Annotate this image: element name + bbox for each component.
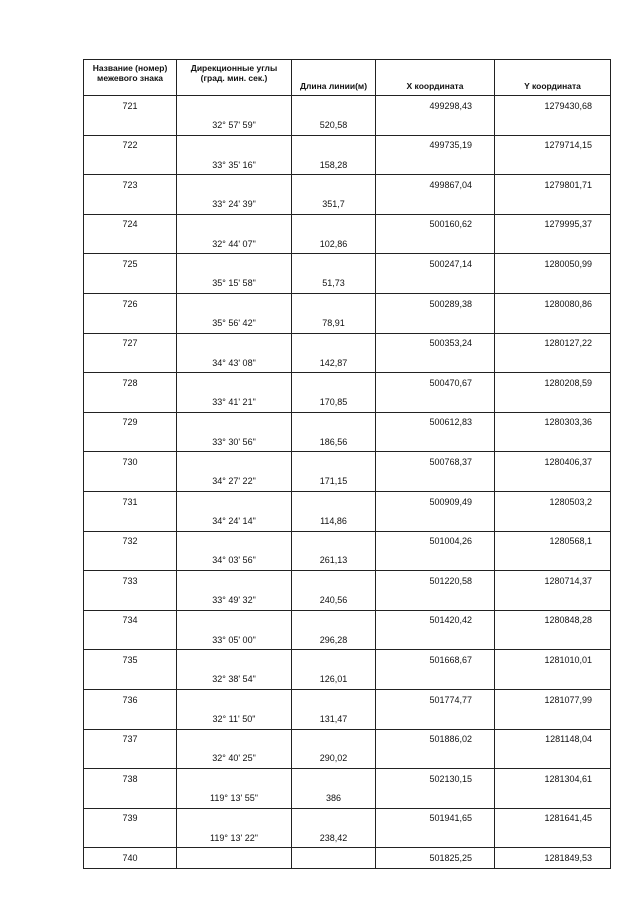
line-row xyxy=(84,749,611,769)
line-row xyxy=(84,630,611,650)
mark-row xyxy=(84,412,611,432)
line-length-cell xyxy=(292,96,376,116)
y-coordinate-cell: 1280080,86 xyxy=(495,293,611,313)
mark-row xyxy=(84,293,611,313)
y-coordinate-cell xyxy=(495,432,611,452)
mark-name-cell xyxy=(84,551,177,571)
line-length-cell xyxy=(292,491,376,511)
mark-name-cell xyxy=(84,472,177,492)
x-coordinate-cell xyxy=(376,155,495,175)
mark-name-cell: 734 xyxy=(84,610,177,630)
x-coordinate-cell: 501004,26 xyxy=(376,531,495,551)
header-mark-name: Название (номер) межевого знака xyxy=(84,60,177,96)
mark-row xyxy=(84,808,611,828)
x-coordinate-cell: 500612,83 xyxy=(376,412,495,432)
line-length-cell xyxy=(292,333,376,353)
mark-name-cell: 735 xyxy=(84,650,177,670)
line-length-cell: 102,86 xyxy=(292,234,376,254)
direction-angle-cell xyxy=(177,491,292,511)
x-coordinate-cell xyxy=(376,313,495,333)
mark-row xyxy=(84,689,611,709)
mark-name-cell xyxy=(84,155,177,175)
mark-name-cell: 736 xyxy=(84,689,177,709)
x-coordinate-cell xyxy=(376,749,495,769)
boundary-marks-table xyxy=(83,59,611,869)
mark-row xyxy=(84,491,611,511)
y-coordinate-cell xyxy=(495,788,611,808)
mark-name-cell: 728 xyxy=(84,373,177,393)
direction-angle-cell: 32° 44' 07" xyxy=(177,234,292,254)
y-coordinate-cell xyxy=(495,194,611,214)
mark-name-cell xyxy=(84,828,177,848)
y-coordinate-cell xyxy=(495,630,611,650)
line-length-cell: 131,47 xyxy=(292,709,376,729)
mark-name-cell: 725 xyxy=(84,254,177,274)
direction-angle-cell xyxy=(177,689,292,709)
mark-name-cell: 731 xyxy=(84,491,177,511)
direction-angle-cell: 33° 49' 32" xyxy=(177,590,292,610)
y-coordinate-cell xyxy=(495,155,611,175)
mark-name-cell xyxy=(84,511,177,531)
direction-angle-cell xyxy=(177,96,292,116)
mark-name-cell: 732 xyxy=(84,531,177,551)
mark-name-cell xyxy=(84,709,177,729)
direction-angle-cell: 33° 24' 39" xyxy=(177,194,292,214)
x-coordinate-cell: 500470,67 xyxy=(376,373,495,393)
line-row xyxy=(84,828,611,848)
direction-angle-cell xyxy=(177,650,292,670)
x-coordinate-cell xyxy=(376,392,495,412)
line-length-cell xyxy=(292,571,376,591)
x-coordinate-cell: 500247,14 xyxy=(376,254,495,274)
mark-name-cell: 727 xyxy=(84,333,177,353)
mark-row xyxy=(84,848,611,868)
x-coordinate-cell xyxy=(376,828,495,848)
line-row xyxy=(84,194,611,214)
x-coordinate-cell xyxy=(376,194,495,214)
x-coordinate-cell: 501825,25 xyxy=(376,848,495,868)
line-row xyxy=(84,670,611,690)
x-coordinate-cell: 501668,67 xyxy=(376,650,495,670)
mark-name-cell xyxy=(84,115,177,135)
y-coordinate-cell xyxy=(495,313,611,333)
y-coordinate-cell xyxy=(495,353,611,373)
y-coordinate-cell xyxy=(495,392,611,412)
mark-name-cell xyxy=(84,353,177,373)
y-coordinate-cell xyxy=(495,551,611,571)
line-row xyxy=(84,511,611,531)
line-length-cell: 171,15 xyxy=(292,472,376,492)
x-coordinate-cell: 500289,38 xyxy=(376,293,495,313)
x-coordinate-cell: 499298,43 xyxy=(376,96,495,116)
direction-angle-cell xyxy=(177,729,292,749)
line-length-cell: 290,02 xyxy=(292,749,376,769)
mark-row xyxy=(84,650,611,670)
y-coordinate-cell: 1281304,61 xyxy=(495,769,611,789)
x-coordinate-cell xyxy=(376,630,495,650)
line-length-cell: 240,56 xyxy=(292,590,376,610)
x-coordinate-cell: 499735,19 xyxy=(376,135,495,155)
x-coordinate-cell xyxy=(376,670,495,690)
mark-name-cell: 738 xyxy=(84,769,177,789)
table-header-row xyxy=(84,60,611,96)
line-length-cell xyxy=(292,452,376,472)
line-length-cell: 78,91 xyxy=(292,313,376,333)
line-length-cell xyxy=(292,769,376,789)
y-coordinate-cell: 1280714,37 xyxy=(495,571,611,591)
y-coordinate-cell xyxy=(495,511,611,531)
mark-row xyxy=(84,96,611,116)
y-coordinate-cell xyxy=(495,670,611,690)
mark-name-cell xyxy=(84,432,177,452)
line-length-cell xyxy=(292,531,376,551)
mark-name-cell: 740 xyxy=(84,848,177,868)
y-coordinate-cell: 1280303,36 xyxy=(495,412,611,432)
x-coordinate-cell: 501886,02 xyxy=(376,729,495,749)
direction-angle-cell: 34° 03' 56" xyxy=(177,551,292,571)
y-coordinate-cell: 1280568,1 xyxy=(495,531,611,551)
y-coordinate-cell: 1279430,68 xyxy=(495,96,611,116)
mark-name-cell: 739 xyxy=(84,808,177,828)
mark-row xyxy=(84,373,611,393)
mark-row xyxy=(84,254,611,274)
y-coordinate-cell xyxy=(495,274,611,294)
y-coordinate-cell: 1279995,37 xyxy=(495,214,611,234)
mark-name-cell xyxy=(84,670,177,690)
direction-angle-cell xyxy=(177,808,292,828)
y-coordinate-cell: 1281010,01 xyxy=(495,650,611,670)
line-length-cell: 170,85 xyxy=(292,392,376,412)
direction-angle-cell: 33° 30' 56" xyxy=(177,432,292,452)
y-coordinate-cell xyxy=(495,590,611,610)
header-y-coordinate: Y координата xyxy=(495,60,611,96)
y-coordinate-cell: 1279714,15 xyxy=(495,135,611,155)
direction-angle-cell: 33° 05' 00" xyxy=(177,630,292,650)
x-coordinate-cell: 499867,04 xyxy=(376,175,495,195)
line-row xyxy=(84,432,611,452)
x-coordinate-cell xyxy=(376,472,495,492)
line-length-cell xyxy=(292,729,376,749)
line-length-cell: 186,56 xyxy=(292,432,376,452)
line-row xyxy=(84,551,611,571)
direction-angle-cell xyxy=(177,333,292,353)
y-coordinate-cell: 1280127,22 xyxy=(495,333,611,353)
mark-row xyxy=(84,175,611,195)
direction-angle-cell xyxy=(177,531,292,551)
direction-angle-cell: 32° 40' 25" xyxy=(177,749,292,769)
mark-row xyxy=(84,610,611,630)
x-coordinate-cell: 501941,65 xyxy=(376,808,495,828)
direction-angle-cell: 34° 27' 22" xyxy=(177,472,292,492)
mark-row xyxy=(84,135,611,155)
line-row xyxy=(84,590,611,610)
y-coordinate-cell xyxy=(495,472,611,492)
line-length-cell xyxy=(292,293,376,313)
line-row xyxy=(84,392,611,412)
y-coordinate-cell xyxy=(495,709,611,729)
direction-angle-cell: 33° 41' 21" xyxy=(177,392,292,412)
mark-name-cell: 730 xyxy=(84,452,177,472)
table-body xyxy=(84,96,611,869)
direction-angle-cell: 32° 38' 54" xyxy=(177,670,292,690)
direction-angle-cell xyxy=(177,135,292,155)
line-length-cell xyxy=(292,214,376,234)
x-coordinate-cell xyxy=(376,709,495,729)
y-coordinate-cell xyxy=(495,115,611,135)
direction-angle-cell: 119° 13' 55" xyxy=(177,788,292,808)
line-row xyxy=(84,709,611,729)
header-x-coordinate: X координата xyxy=(376,60,495,96)
line-length-cell: 142,87 xyxy=(292,353,376,373)
x-coordinate-cell xyxy=(376,274,495,294)
mark-name-cell: 721 xyxy=(84,96,177,116)
y-coordinate-cell: 1281849,53 xyxy=(495,848,611,868)
mark-row xyxy=(84,571,611,591)
x-coordinate-cell xyxy=(376,590,495,610)
y-coordinate-cell xyxy=(495,749,611,769)
header-direction-angle: Дирекционные углы (град. мин. сек.) xyxy=(177,60,292,96)
line-length-cell: 386 xyxy=(292,788,376,808)
line-row xyxy=(84,788,611,808)
y-coordinate-cell: 1280848,28 xyxy=(495,610,611,630)
y-coordinate-cell xyxy=(495,828,611,848)
line-row xyxy=(84,155,611,175)
header-line-length: Длина линии(м) xyxy=(292,60,376,96)
y-coordinate-cell: 1281641,45 xyxy=(495,808,611,828)
mark-name-cell: 733 xyxy=(84,571,177,591)
mark-name-cell xyxy=(84,630,177,650)
line-row xyxy=(84,353,611,373)
mark-name-cell xyxy=(84,788,177,808)
direction-angle-cell xyxy=(177,610,292,630)
y-coordinate-cell: 1280406,37 xyxy=(495,452,611,472)
x-coordinate-cell: 500909,49 xyxy=(376,491,495,511)
mark-name-cell: 729 xyxy=(84,412,177,432)
line-length-cell: 520,58 xyxy=(292,115,376,135)
direction-angle-cell xyxy=(177,293,292,313)
mark-name-cell xyxy=(84,274,177,294)
y-coordinate-cell: 1281077,99 xyxy=(495,689,611,709)
y-coordinate-cell: 1280050,99 xyxy=(495,254,611,274)
line-length-cell: 296,28 xyxy=(292,630,376,650)
mark-name-cell: 724 xyxy=(84,214,177,234)
mark-name-cell xyxy=(84,234,177,254)
line-length-cell: 238,42 xyxy=(292,828,376,848)
direction-angle-cell xyxy=(177,571,292,591)
x-coordinate-cell xyxy=(376,788,495,808)
line-length-cell xyxy=(292,373,376,393)
mark-name-cell: 726 xyxy=(84,293,177,313)
line-length-cell xyxy=(292,175,376,195)
direction-angle-cell: 35° 15' 58" xyxy=(177,274,292,294)
mark-row xyxy=(84,333,611,353)
direction-angle-cell xyxy=(177,848,292,868)
mark-name-cell xyxy=(84,313,177,333)
mark-name-cell xyxy=(84,194,177,214)
line-length-cell xyxy=(292,650,376,670)
direction-angle-cell xyxy=(177,214,292,234)
direction-angle-cell xyxy=(177,254,292,274)
line-row xyxy=(84,472,611,492)
line-length-cell: 351,7 xyxy=(292,194,376,214)
x-coordinate-cell: 500768,37 xyxy=(376,452,495,472)
line-length-cell xyxy=(292,610,376,630)
mark-name-cell xyxy=(84,749,177,769)
line-length-cell xyxy=(292,254,376,274)
direction-angle-cell xyxy=(177,175,292,195)
x-coordinate-cell xyxy=(376,115,495,135)
direction-angle-cell: 32° 57' 59" xyxy=(177,115,292,135)
x-coordinate-cell: 501220,58 xyxy=(376,571,495,591)
line-length-cell xyxy=(292,135,376,155)
line-row xyxy=(84,115,611,135)
direction-angle-cell xyxy=(177,452,292,472)
direction-angle-cell: 35° 56' 42" xyxy=(177,313,292,333)
mark-name-cell: 722 xyxy=(84,135,177,155)
x-coordinate-cell: 501774,77 xyxy=(376,689,495,709)
x-coordinate-cell xyxy=(376,353,495,373)
mark-row xyxy=(84,214,611,234)
mark-name-cell: 737 xyxy=(84,729,177,749)
y-coordinate-cell: 1281148,04 xyxy=(495,729,611,749)
line-length-cell xyxy=(292,808,376,828)
mark-row xyxy=(84,531,611,551)
direction-angle-cell: 119° 13' 22" xyxy=(177,828,292,848)
direction-angle-cell xyxy=(177,412,292,432)
mark-name-cell: 723 xyxy=(84,175,177,195)
line-length-cell: 51,73 xyxy=(292,274,376,294)
line-length-cell: 126,01 xyxy=(292,670,376,690)
direction-angle-cell xyxy=(177,769,292,789)
line-length-cell xyxy=(292,412,376,432)
y-coordinate-cell xyxy=(495,234,611,254)
y-coordinate-cell: 1279801,71 xyxy=(495,175,611,195)
line-length-cell: 158,28 xyxy=(292,155,376,175)
mark-row xyxy=(84,729,611,749)
mark-row xyxy=(84,769,611,789)
x-coordinate-cell: 500353,24 xyxy=(376,333,495,353)
line-length-cell xyxy=(292,848,376,868)
x-coordinate-cell xyxy=(376,234,495,254)
line-length-cell: 261,13 xyxy=(292,551,376,571)
direction-angle-cell xyxy=(177,373,292,393)
x-coordinate-cell xyxy=(376,432,495,452)
x-coordinate-cell xyxy=(376,551,495,571)
x-coordinate-cell: 500160,62 xyxy=(376,214,495,234)
direction-angle-cell: 33° 35' 16" xyxy=(177,155,292,175)
line-row xyxy=(84,234,611,254)
x-coordinate-cell: 501420,42 xyxy=(376,610,495,630)
mark-row xyxy=(84,452,611,472)
line-length-cell: 114,86 xyxy=(292,511,376,531)
line-length-cell xyxy=(292,689,376,709)
mark-name-cell xyxy=(84,590,177,610)
mark-name-cell xyxy=(84,392,177,412)
y-coordinate-cell: 1280503,2 xyxy=(495,491,611,511)
direction-angle-cell: 34° 24' 14" xyxy=(177,511,292,531)
y-coordinate-cell: 1280208,59 xyxy=(495,373,611,393)
x-coordinate-cell xyxy=(376,511,495,531)
direction-angle-cell: 32° 11' 50" xyxy=(177,709,292,729)
direction-angle-cell: 34° 43' 08" xyxy=(177,353,292,373)
x-coordinate-cell: 502130,15 xyxy=(376,769,495,789)
line-row xyxy=(84,274,611,294)
line-row xyxy=(84,313,611,333)
